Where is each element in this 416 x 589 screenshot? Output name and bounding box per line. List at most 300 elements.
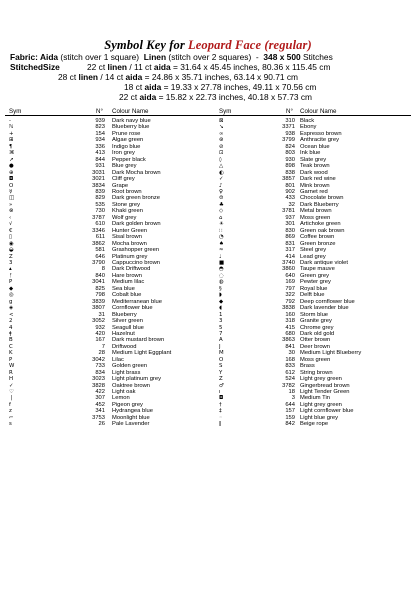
floss-number: 869 xyxy=(285,234,295,241)
floss-number: 611 xyxy=(95,234,105,241)
floss-number: 730 xyxy=(95,208,105,215)
symbol-glyph: ∞ xyxy=(219,130,224,137)
floss-number: 3031 xyxy=(92,169,105,176)
stitched-size-line-2: 28 ct linen / 14 ct aida = 24.86 x 35.71 inches, 63.14 x 90.71 cm xyxy=(58,72,299,82)
floss-number: 3799 xyxy=(282,137,295,144)
floss-number: 167 xyxy=(95,337,105,344)
colour-name: Ebony xyxy=(300,124,317,131)
symbol-glyph: 5 xyxy=(219,324,223,331)
floss-number: 169 xyxy=(285,279,295,286)
colour-name: Hazelnut xyxy=(112,330,135,337)
symbol-glyph: ⊘ xyxy=(219,143,224,150)
stitched-size-line-4: 22 ct aida = 15.82 x 22.73 inches, 40.18 x 57.73 cm xyxy=(119,92,313,102)
header-name-right: Colour Name xyxy=(300,108,337,115)
floss-number: 433 xyxy=(285,195,295,202)
symbol-glyph: ‹ xyxy=(9,214,12,221)
floss-number: 830 xyxy=(285,227,295,234)
colour-name: Light platinum grey xyxy=(112,376,161,383)
symbol-glyph: ◉ xyxy=(9,240,14,247)
symbol-glyph: ♠ xyxy=(219,240,224,247)
floss-number: 3346 xyxy=(92,227,105,234)
floss-number: 938 xyxy=(285,130,295,137)
table-header xyxy=(5,107,411,116)
floss-number: 159 xyxy=(285,414,295,421)
symbol-glyph: ◍ xyxy=(219,279,224,286)
symbol-glyph: ◒ xyxy=(9,247,14,254)
fabric-line: Fabric: Aida (stitch over 1 square) Linen (stitch over 2 squares) - 348 x 500 Stitches xyxy=(10,52,333,62)
floss-number: 18 xyxy=(288,389,295,396)
colour-name: Light cornflower blue xyxy=(300,408,354,415)
table-row xyxy=(5,421,411,427)
floss-number: 834 xyxy=(95,369,105,376)
floss-number: 839 xyxy=(95,188,105,195)
header-divider xyxy=(5,115,411,116)
floss-number: 640 xyxy=(285,272,295,279)
colour-name: Lilac xyxy=(112,356,124,363)
symbol-glyph: ❘ xyxy=(9,395,14,402)
colour-name: Steel grey xyxy=(300,247,327,254)
floss-number: 341 xyxy=(95,408,105,415)
floss-number: 831 xyxy=(285,240,295,247)
title-pattern-name: Leopard Face (regular) xyxy=(188,38,312,52)
symbol-glyph: ◆ xyxy=(219,298,224,305)
floss-number: 3828 xyxy=(92,382,105,389)
colour-name: Algae green xyxy=(112,137,144,144)
colour-name: Beige rope xyxy=(300,421,329,428)
colour-name: Coffee brown xyxy=(300,234,335,241)
floss-number: 3782 xyxy=(282,382,295,389)
colour-name: Hare brown xyxy=(112,272,142,279)
symbol-glyph: P xyxy=(9,356,13,363)
colour-name: Stone grey xyxy=(112,201,141,208)
symbol-glyph: s xyxy=(9,421,12,428)
colour-name: Garnet red xyxy=(300,188,328,195)
colour-name: Ocean blue xyxy=(300,143,330,150)
symbol-glyph: < xyxy=(9,311,14,318)
floss-number: 581 xyxy=(95,247,105,254)
symbol-glyph: ● xyxy=(9,163,14,170)
colour-name: Delft blue xyxy=(300,292,325,299)
symbol-glyph: ◔ xyxy=(219,234,224,241)
colour-name: Medium Tin xyxy=(300,395,330,402)
floss-number: 3790 xyxy=(92,259,105,266)
symbol-glyph: ᚠ xyxy=(9,272,13,279)
fabric-aida-note: (stitch over 1 square) xyxy=(60,52,140,62)
symbol-glyph: ⊡ xyxy=(219,150,224,157)
colour-name: Dark lavender blue xyxy=(300,305,349,312)
symbol-glyph: ⌂ xyxy=(219,214,223,221)
floss-number: 934 xyxy=(95,137,105,144)
colour-name: Blueberry blue xyxy=(112,124,150,131)
symbol-glyph: § xyxy=(219,285,222,292)
floss-number: 413 xyxy=(95,150,105,157)
floss-number: 317 xyxy=(285,247,295,254)
symbol-glyph: P xyxy=(9,279,13,286)
floss-number: 322 xyxy=(285,292,295,299)
floss-number: 838 xyxy=(285,169,295,176)
header-num-right: N° xyxy=(286,108,293,115)
symbol-glyph: † xyxy=(219,401,222,408)
symbol-glyph: ◎ xyxy=(9,292,14,299)
symbol-glyph: ◊ xyxy=(219,156,222,163)
colour-name: Royal blue xyxy=(300,285,328,292)
colour-name: Light Tender Green xyxy=(300,389,350,396)
colour-name: Pale Lavender xyxy=(112,421,150,428)
colour-name: Cappuccino brown xyxy=(112,259,161,266)
symbol-glyph: Y xyxy=(219,369,223,376)
floss-number: 612 xyxy=(285,369,295,376)
symbol-glyph: ∥ xyxy=(219,421,222,428)
floss-number: 420 xyxy=(95,330,105,337)
floss-number: 844 xyxy=(95,156,105,163)
symbol-glyph: ⊛ xyxy=(219,137,224,144)
floss-number: 3023 xyxy=(92,376,105,383)
floss-number: 797 xyxy=(285,285,295,292)
symbol-glyph: ı xyxy=(219,389,221,396)
colour-name: Pewter grey xyxy=(300,279,331,286)
floss-number: 3787 xyxy=(92,214,105,221)
colour-name: Dark antique violet xyxy=(300,259,349,266)
colour-name: Mocha brown xyxy=(112,240,147,247)
symbol-glyph: ◘ xyxy=(219,395,224,402)
colour-name: Golden green xyxy=(112,363,148,370)
floss-number: 798 xyxy=(95,292,105,299)
colour-name: Black xyxy=(300,118,315,124)
colour-name: Dark mustard brown xyxy=(112,337,165,344)
symbol-glyph: 4 xyxy=(9,324,13,331)
symbol-glyph: ✓ xyxy=(219,176,224,183)
floss-number: 168 xyxy=(285,356,295,363)
colour-name: Cornflower blue xyxy=(112,305,153,312)
colour-name: Hydrangea blue xyxy=(112,408,153,415)
stitch-count: 348 x 500 xyxy=(263,52,301,62)
symbol-glyph: ◗ xyxy=(219,292,222,299)
colour-name: Storm blue xyxy=(300,311,329,318)
floss-number: 829 xyxy=(95,195,105,202)
symbol-glyph: J xyxy=(219,343,221,350)
colour-name: Prune rose xyxy=(112,130,141,137)
floss-number: 3740 xyxy=(282,259,295,266)
header-sym-right: Sym xyxy=(219,108,232,115)
symbol-glyph: ✓ xyxy=(9,382,14,389)
symbol-glyph: ◈ xyxy=(9,305,14,312)
colour-name: Mink brown xyxy=(300,182,330,189)
colour-name: Oaktree brown xyxy=(112,382,151,389)
symbol-glyph: ♂ xyxy=(219,382,224,389)
floss-number: 28 xyxy=(98,350,105,357)
symbol-glyph: 2 xyxy=(9,318,13,325)
colour-name: Iron grey xyxy=(112,150,135,157)
floss-number: 310 xyxy=(285,118,295,124)
colour-name: Ink blue xyxy=(300,150,321,157)
colour-name: Light oak xyxy=(112,389,136,396)
symbol-glyph: ¶ xyxy=(9,143,13,150)
floss-number: 3041 xyxy=(92,279,105,286)
colour-name: Teak brown xyxy=(300,163,330,170)
colour-name: Light brass xyxy=(112,369,141,376)
floss-number: 680 xyxy=(285,330,295,337)
colour-name: Green oak brown xyxy=(300,227,345,234)
colour-name: Medium lilac xyxy=(112,279,145,286)
symbol-glyph: M xyxy=(219,350,224,357)
floss-number: 646 xyxy=(95,253,105,260)
floss-number: 3862 xyxy=(92,240,105,247)
stitched-size-label: StitchedSize xyxy=(10,62,60,72)
colour-name: Dark Mocha brown xyxy=(112,169,161,176)
symbol-glyph: H xyxy=(9,376,14,383)
title-prefix: Symbol Key for xyxy=(104,38,189,52)
symbol-glyph: ◐ xyxy=(219,169,224,176)
symbol-glyph: ⊕ xyxy=(9,169,14,176)
floss-number: 3021 xyxy=(92,176,105,183)
floss-number: 803 xyxy=(285,150,295,157)
floss-number: 833 xyxy=(285,363,295,370)
colour-name: Silver green xyxy=(112,318,143,325)
symbol-glyph: ǂ xyxy=(9,330,12,337)
symbol-glyph: 1 xyxy=(219,311,223,318)
floss-number: 902 xyxy=(285,188,295,195)
symbol-glyph: ◖ xyxy=(219,305,222,312)
symbol-glyph: Z xyxy=(219,376,223,383)
table-body xyxy=(5,118,411,428)
colour-name: Pigeon grey xyxy=(112,401,143,408)
floss-number: 3863 xyxy=(282,337,295,344)
floss-number: 452 xyxy=(95,401,105,408)
floss-number: 3807 xyxy=(92,305,105,312)
floss-number: 3838 xyxy=(282,305,295,312)
colour-name: Lemon xyxy=(112,395,130,402)
symbol-glyph: C xyxy=(9,343,13,350)
colour-name: Lead grey xyxy=(300,253,326,260)
floss-number: 160 xyxy=(285,311,295,318)
colour-name: Cliff grey xyxy=(112,176,135,183)
colour-name: Otter brown xyxy=(300,337,331,344)
colour-name: Light grey green xyxy=(300,401,342,408)
colour-name: Espresso brown xyxy=(300,130,342,137)
colour-name: Dark red wine xyxy=(300,176,336,183)
fabric-label: Fabric: Aida xyxy=(10,52,59,62)
colour-name: Medium Light Eggplant xyxy=(112,350,172,357)
symbol-glyph: ⌐ xyxy=(9,414,14,421)
colour-name: Moonlight blue xyxy=(112,414,150,421)
colour-name: Slate grey xyxy=(300,156,327,163)
symbol-glyph: z xyxy=(9,408,12,415)
colour-name: Mediterranean blue xyxy=(112,298,162,305)
floss-number: 644 xyxy=(285,401,295,408)
symbol-glyph: ☿ xyxy=(9,188,13,195)
colour-name: Blue grey xyxy=(112,163,137,170)
floss-number: 3857 xyxy=(282,176,295,183)
symbol-glyph: ♣ xyxy=(219,201,224,208)
symbol-glyph: ∷ xyxy=(219,227,223,234)
symbol-glyph: ♀ xyxy=(219,188,223,195)
colour-name: Grape xyxy=(112,182,129,189)
floss-number: 30 xyxy=(288,350,295,357)
symbol-glyph: ◌ xyxy=(219,272,224,279)
colour-name: Anthracite grey xyxy=(300,137,339,144)
floss-number: 415 xyxy=(285,324,295,331)
colour-name: Dark golden brown xyxy=(112,221,161,228)
symbol-glyph: S xyxy=(219,363,223,370)
symbol-glyph: 7 xyxy=(219,330,223,337)
colour-name: String brown xyxy=(300,369,333,376)
colour-name: Khaki green xyxy=(112,208,143,215)
floss-number: 3839 xyxy=(92,298,105,305)
floss-number: 3834 xyxy=(92,182,105,189)
symbol-glyph: ☀ xyxy=(219,221,224,228)
symbol-glyph: ≈ xyxy=(219,247,224,254)
symbol-glyph: ◓ xyxy=(219,266,224,273)
colour-name: Metal brown xyxy=(300,208,332,215)
symbol-glyph: 3 xyxy=(219,318,223,325)
symbol-glyph: ♩ xyxy=(219,253,222,260)
symbol-glyph: ⌘ xyxy=(9,150,15,157)
symbol-key-table xyxy=(5,107,411,426)
symbol-glyph: ◆ xyxy=(9,285,14,292)
symbol-glyph: △ xyxy=(219,163,224,170)
floss-number: 157 xyxy=(285,408,295,415)
symbol-glyph: + xyxy=(9,130,14,137)
colour-name: Dark Driftwood xyxy=(112,266,151,273)
floss-number: 154 xyxy=(95,130,105,137)
linen-note: (stitch over 2 squares) xyxy=(168,52,252,62)
symbol-glyph: ↘ xyxy=(219,124,224,131)
colour-name: Dark green bronze xyxy=(112,195,161,202)
symbol-glyph: ⊠ xyxy=(219,118,224,124)
linen-label: Linen xyxy=(143,52,167,62)
floss-number: 31 xyxy=(98,311,105,318)
symbol-glyph: - xyxy=(9,118,11,124)
symbol-glyph: O xyxy=(219,356,224,363)
floss-number: 792 xyxy=(285,298,295,305)
colour-name: Hunter Green xyxy=(112,227,148,234)
symbol-glyph: ⊞ xyxy=(9,137,14,144)
colour-name: Chrome grey xyxy=(300,324,334,331)
colour-name: Dark navy blue xyxy=(112,118,151,124)
colour-name: Driftwood xyxy=(112,343,137,350)
floss-number: 3781 xyxy=(282,208,295,215)
colour-name: Sisal brown xyxy=(112,234,142,241)
stitches-word: Stitches xyxy=(302,52,333,62)
floss-number: 3 xyxy=(291,395,295,402)
floss-number: 3371 xyxy=(282,124,295,131)
symbol-glyph: K xyxy=(9,350,13,357)
floss-number: 931 xyxy=(95,163,105,170)
symbol-glyph: ℕ xyxy=(9,124,14,131)
floss-number: 937 xyxy=(285,214,295,221)
floss-number: 932 xyxy=(95,324,105,331)
symbol-glyph: ⊜ xyxy=(219,195,224,202)
stitched-size-line-1: StitchedSize 22 ct linen / 11 ct aida = 31.64 x 45.45 inches, 80.36 x 115.45 cm xyxy=(10,62,331,72)
symbol-glyph: ⊗ xyxy=(9,208,14,215)
colour-name: Chocolate brown xyxy=(300,195,344,202)
header-sym-left: Sym xyxy=(9,108,22,115)
colour-name: Taupe mauve xyxy=(300,266,335,273)
colour-name: Green grey xyxy=(300,272,329,279)
colour-name: Dark old gold xyxy=(300,330,335,337)
colour-name: Deep cornflower blue xyxy=(300,298,355,305)
floss-number: 733 xyxy=(95,363,105,370)
colour-name: Wolf grey xyxy=(112,214,137,221)
colour-name: Light grey green xyxy=(300,376,342,383)
symbol-glyph: ♪ xyxy=(219,182,223,189)
floss-number: 3753 xyxy=(92,414,105,421)
symbol-glyph: ◦ xyxy=(219,414,223,421)
symbol-glyph: f xyxy=(9,401,11,408)
colour-name: Root brown xyxy=(112,188,142,195)
floss-number: 524 xyxy=(285,376,295,383)
symbol-glyph: A xyxy=(219,337,223,344)
floss-number: 825 xyxy=(95,285,105,292)
symbol-glyph: ♡ xyxy=(9,389,14,396)
symbol-glyph: ■ xyxy=(219,259,225,266)
colour-name: Moss green xyxy=(300,356,331,363)
colour-name: Deer brown xyxy=(300,343,330,350)
floss-number: 535 xyxy=(95,201,105,208)
colour-name: Green bronze xyxy=(300,240,336,247)
symbol-glyph: B xyxy=(9,337,13,344)
symbol-glyph: ↗ xyxy=(9,156,14,163)
colour-name: Indigo blue xyxy=(112,143,141,150)
floss-number: 801 xyxy=(285,182,295,189)
floss-number: 939 xyxy=(95,118,105,124)
symbol-glyph: R xyxy=(9,369,13,376)
symbol-glyph: 3 xyxy=(9,259,13,266)
colour-name: Dark Blueberry xyxy=(300,201,339,208)
symbol-glyph: ‡ xyxy=(219,408,222,415)
symbol-glyph: g xyxy=(9,298,13,305)
stitched-size-line-3: 18 ct aida = 19.33 x 27.78 inches, 49.11 x 70.56 cm xyxy=(124,82,317,92)
floss-number: 3052 xyxy=(92,318,105,325)
colour-name: Platinum grey xyxy=(112,253,148,260)
colour-name: Pepper black xyxy=(112,156,146,163)
colour-name: Dark wood xyxy=(300,169,328,176)
floss-number: 3042 xyxy=(92,356,105,363)
colour-name: Brass xyxy=(300,363,315,370)
colour-name: Artichoke green xyxy=(300,221,341,228)
floss-number: 301 xyxy=(285,221,295,228)
floss-number: 3860 xyxy=(282,266,295,273)
floss-number: 336 xyxy=(95,143,105,150)
symbol-glyph: € xyxy=(9,227,13,234)
floss-number: 32 xyxy=(288,201,295,208)
floss-number: 26 xyxy=(98,421,105,428)
floss-number: 898 xyxy=(285,163,295,170)
header-name-left: Colour Name xyxy=(112,108,149,115)
colour-name: Light blue grey xyxy=(300,414,339,421)
floss-number: 7 xyxy=(101,343,105,350)
colour-name: Seagull blue xyxy=(112,324,144,331)
floss-number: 842 xyxy=(285,421,295,428)
floss-number: 318 xyxy=(285,318,295,325)
floss-number: 930 xyxy=(285,156,295,163)
colour-name: Sea blue xyxy=(112,285,135,292)
page-title xyxy=(0,38,416,52)
colour-name: Granite grey xyxy=(300,318,332,325)
symbol-glyph: ▴ xyxy=(9,266,12,273)
symbol-glyph: √ xyxy=(9,221,13,228)
symbol-glyph: » xyxy=(9,201,13,208)
symbol-glyph: ◘ xyxy=(9,176,14,183)
header-num-left: N° xyxy=(96,108,103,115)
symbol-glyph: W xyxy=(9,363,15,370)
floss-number: 8 xyxy=(101,266,105,273)
floss-number: 414 xyxy=(285,253,295,260)
symbol-glyph: ◇ xyxy=(219,208,224,215)
colour-name: Moss green xyxy=(300,214,331,221)
colour-name: Medium Light Blueberry xyxy=(300,350,362,357)
symbol-glyph: ▯ xyxy=(9,234,12,241)
